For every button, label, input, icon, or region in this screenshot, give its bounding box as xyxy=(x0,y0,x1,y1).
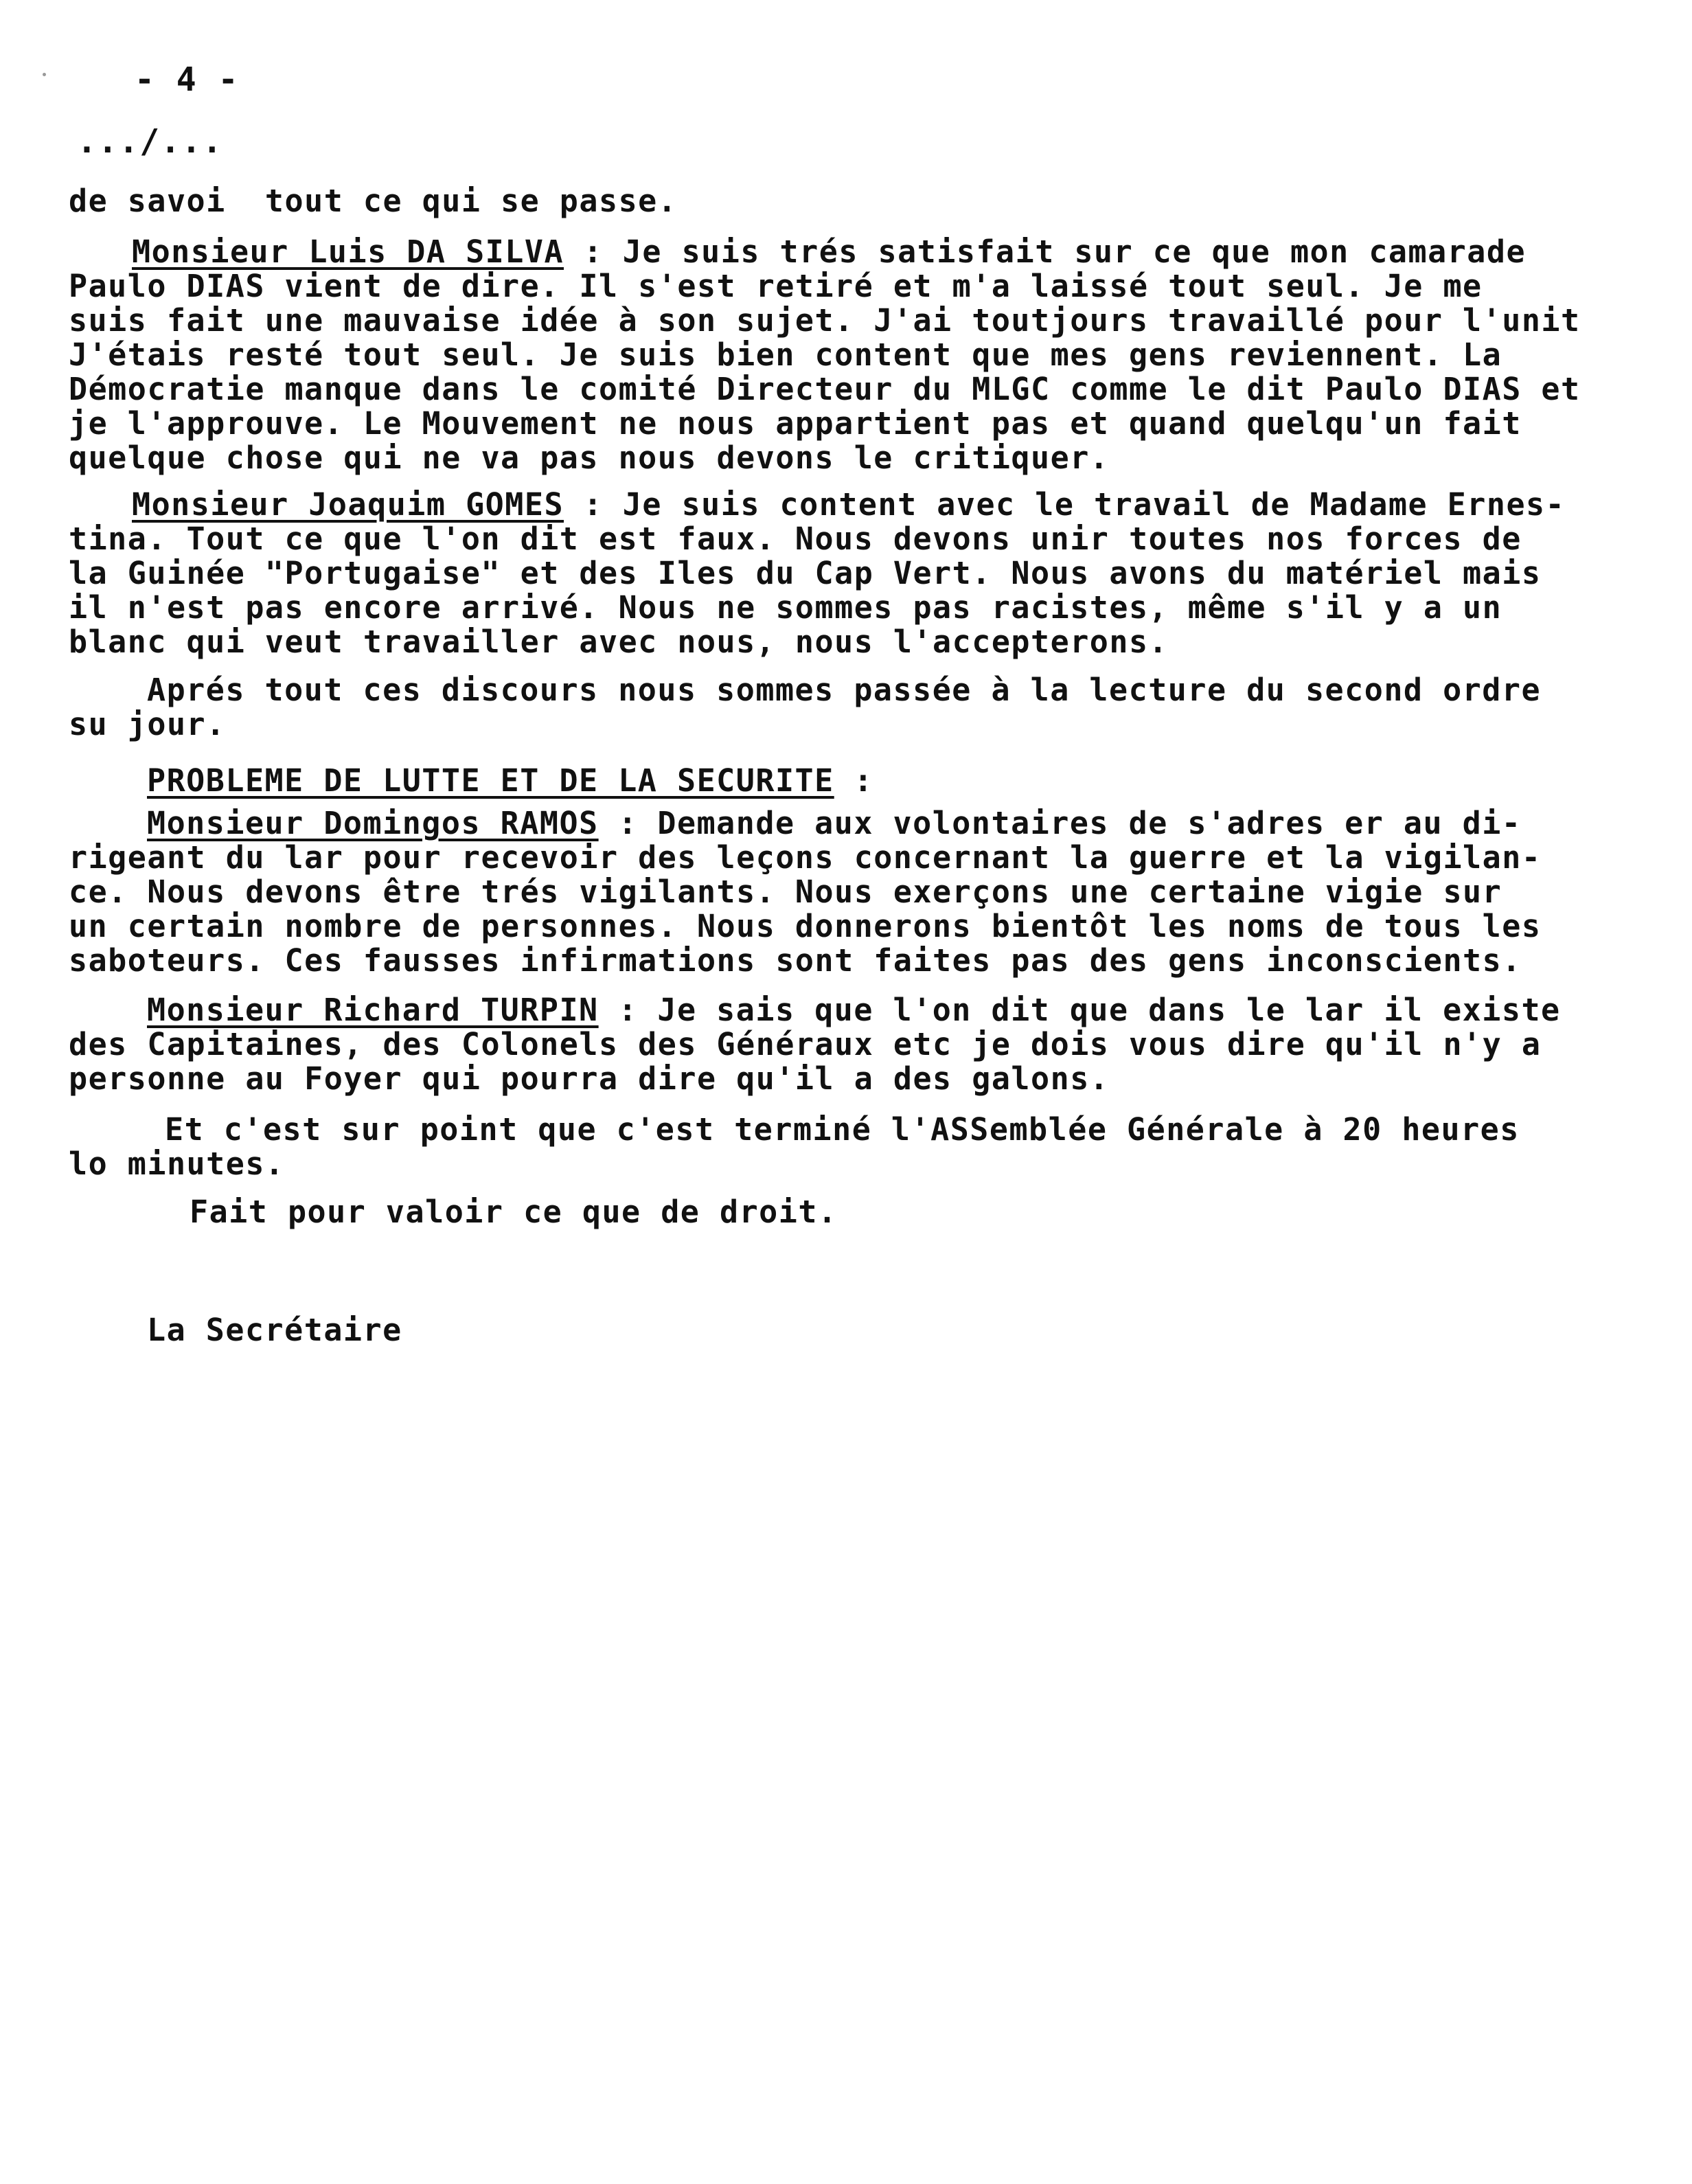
section-title: PROBLEME DE LUTTE ET DE LA SECURITE xyxy=(147,762,834,799)
continuation-mark: .../... xyxy=(77,122,223,161)
paragraph-transition: Aprés tout ces discours nous sommes passée à la lecture du second ordre su jour. xyxy=(69,672,1542,742)
speaker-name: Monsieur Domingos RAMOS xyxy=(147,805,599,841)
speaker-name: Monsieur Joaquim GOMES xyxy=(132,486,564,523)
paragraph-gomes xyxy=(69,488,1641,659)
page-number: - 4 - xyxy=(135,60,239,99)
paragraph-ramos xyxy=(69,806,1641,978)
speaker-name: Monsieur Luis DA SILVA xyxy=(132,234,564,270)
paragraph-formula: Fait pour valoir ce que de droit. xyxy=(190,1194,838,1230)
paragraph-text: : Demande aux volontaires de s'adres er au di- rigeant du lar pour recevoir des leçons concernant la guerre et la vigilan- ce. Nous devons être trés vigilants. Nous exerçons une certaine vigie sur un certain nombre de personnes. Nous donnerons bientôt les noms de tous les saboteurs. Ces fausses infirmations sont faites pas des gens inconscients. xyxy=(69,805,1542,979)
paragraph-da-silva xyxy=(69,235,1641,475)
intro-line: de savoi tout ce qui se passe. xyxy=(69,183,678,219)
section-colon: : xyxy=(834,762,873,799)
paragraph-text: : Je suis trés satisfait sur ce que mon camarade Paulo DIAS vient de dire. Il s'est retiré et m'a laissé tout seul. Je me suis fait une mauvaise idée à son sujet. J'ai toutjours travaillé pour l'unit J'étais resté tout seul. Je suis bien content que mes gens reviennent. La Démocratie manque dans le comité Directeur du MLGC comme le dit Paulo DIAS et je l'approuve. Le Mouvement ne nous appartient pas et quand quelqu'un fait quelque chose qui ne va pas nous devons le critiquer. xyxy=(69,234,1581,476)
section-heading xyxy=(147,764,873,798)
paragraph-closing: Et c'est sur point que c'est terminé l'ASSemblée Générale à 20 heures lo minutes. xyxy=(69,1111,1520,1182)
paragraph-turpin xyxy=(69,993,1641,1096)
speaker-name: Monsieur Richard TURPIN xyxy=(147,992,599,1028)
scan-speck xyxy=(43,73,46,76)
paragraph-text: : Je sais que l'on dit que dans le lar il existe des Capitaines, des Colonels des Généraux etc je dois vous dire qu'il n'y a personne au Foyer qui pourra dire qu'il a des galons. xyxy=(69,992,1561,1097)
signature-line: La Secrétaire xyxy=(147,1312,402,1348)
paragraph-text: : Je suis content avec le travail de Madame Ernes- tina. Tout ce que l'on dit est faux. Nous devons unir toutes nos forces de la Guinée "Portugaise" et des Iles du Cap Vert. Nous avons du matériel mais il n'est pas encore arrivé. Nous ne sommes pas racistes, même s'il y a un blanc qui veut travailler avec nous, nous l'accepterons. xyxy=(69,486,1566,660)
